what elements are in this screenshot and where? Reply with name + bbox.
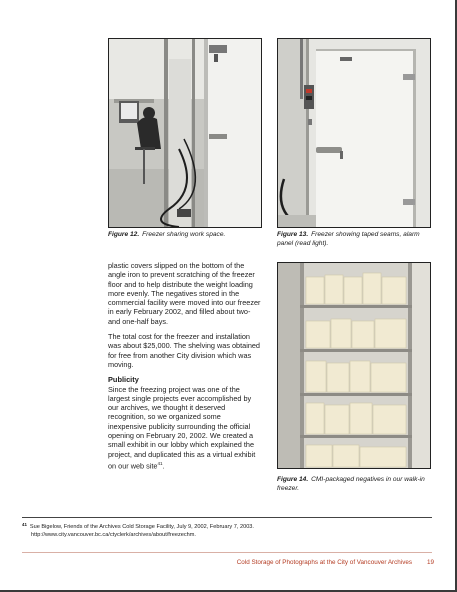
figure-12-number: Figure 12. [108,231,140,238]
body-text [108,261,261,477]
body-paragraph [108,385,261,471]
figure-12-text: Freezer sharing work space. [142,231,226,238]
figure-12-photo [108,38,262,228]
figure-13-caption [277,231,427,248]
footnote-line [22,521,422,532]
figure-14-text: CMI-packaged negatives in our walk-in freezer. [277,476,425,492]
footer-rule [22,552,432,553]
page-footer [222,559,434,569]
figure-14-caption [277,476,427,493]
footnote-number: 41 [22,522,27,527]
figure-13-text: Freezer showing taped seams, alarm panel (read light). [277,231,420,247]
figure-14-photo [277,262,431,469]
figure-12-caption [108,231,268,240]
figure-14-number: Figure 14. [277,476,309,483]
body-paragraph: plastic covers slipped on the bottom of the angle iron to prevent scratching of the freezer floor and to help distribute the weight loading more evenly. The negatives stored in the commercial facility were moved into our freezer in early February 2002, and filled about two- and one-half bays. [108,261,261,326]
figure-13-photo [277,38,431,228]
footnote-citation: Sue Bigelow, Friends of the Archives Cold Storage Facility, July 9, 2002, February 7, 2003. [29,524,254,530]
footnote-rule [22,517,432,518]
sentence-period: . [162,461,165,471]
page-number: 19 [426,559,434,566]
footnote-url-line [22,532,422,540]
running-footer-title: Cold Storage of Photographs at the City of Vancouver Archives [236,559,412,566]
section-heading-publicity: Publicity [108,375,139,385]
figure-13-number: Figure 13. [277,231,309,238]
footnote [22,521,422,539]
body-paragraph: The total cost for the freezer and installation was about $25,000. The shelving was obtained for free from another City division which was moving. [108,332,260,369]
publicity-paragraph-text: Since the freezing project was one of the largest single projects ever accomplished by our archives, we thought it deserved recognition, so we organized some inexpensive publicity surrounding the official opening on February 20, 2002. We created a small exhibit in our lobby which explained the project, and duplicated this as a virtual exhibit on our web site [108,384,256,471]
footnote-url[interactable]: http://www.city.vancouver.bc.ca/ctyclerk/archives/about/freezechm. [31,531,196,538]
footnote-reference[interactable]: 41 [157,460,163,466]
